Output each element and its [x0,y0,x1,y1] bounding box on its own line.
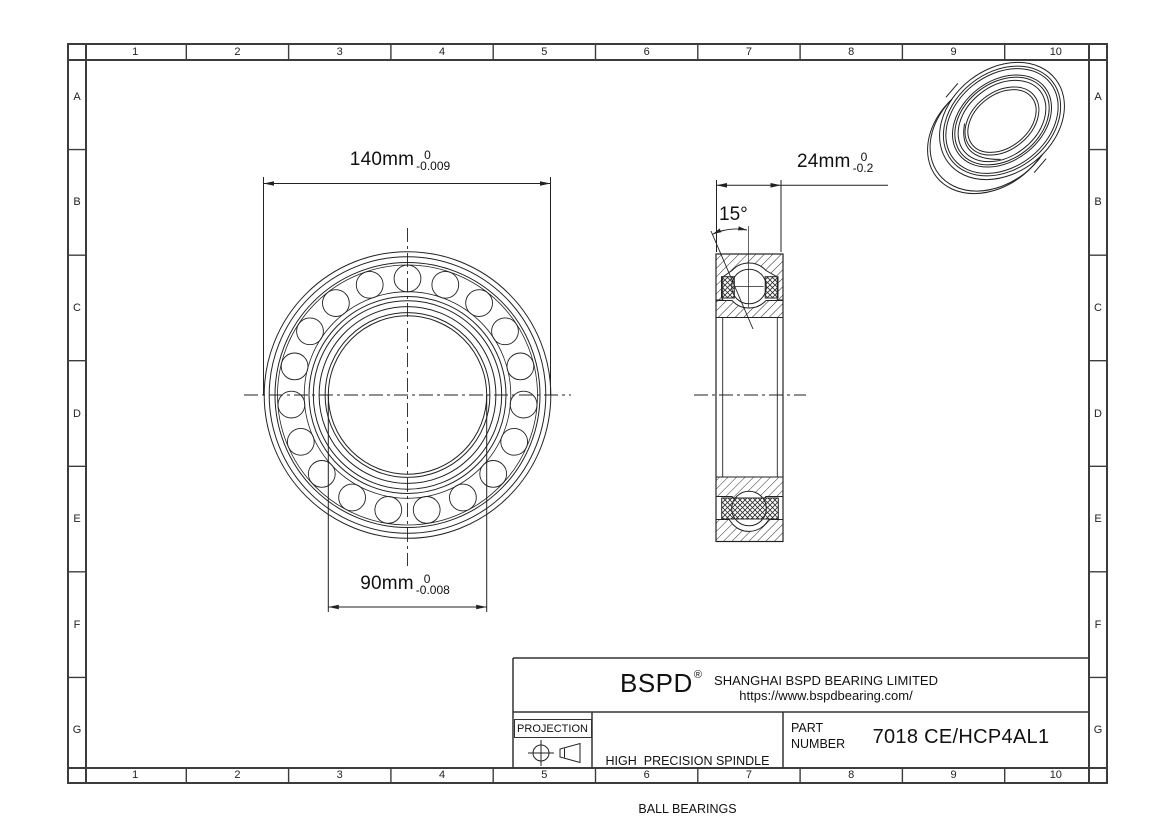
grid-row-label: D [1094,407,1102,420]
bore-dimension-value: 90mm [360,573,414,594]
logo-text: BSPD [620,668,693,698]
od-dimension-tolerance: 0 -0.009 [416,148,451,173]
contact-angle-text: 15° [719,204,748,225]
width-dimension-tolerance: 0 -0.2 [852,150,874,175]
grid-columns-top [84,44,1107,60]
grid-rows-left [68,44,86,783]
company-name: SHANGHAI BSPD BEARING LIMITED [714,673,938,688]
part-number-value: 7018 CE/HCP4AL1 [872,726,1050,748]
grid-column-label: 10 [1049,769,1062,781]
grid-row-label: F [73,618,81,631]
od-dimension-value: 140mm [349,149,415,170]
grid-column-label: 3 [336,46,343,58]
grid-column-label: 5 [541,46,548,58]
projection-symbol [528,740,580,766]
cage-section-right [765,277,778,298]
grid-row-label: G [72,724,82,737]
front-view [244,177,571,612]
grid-row-label: G [1093,724,1103,737]
company-info [700,673,952,703]
grid-column-label: 10 [1049,46,1062,58]
isometric-view [904,38,1087,218]
od-dimension-text [320,149,480,172]
grid-column-label: 1 [132,769,139,781]
grid-column-label: 3 [336,769,343,781]
grid-column-label: 6 [643,46,650,58]
grid-column-label: 4 [438,46,446,58]
grid-column-label: 5 [541,769,548,781]
grid-row-label: B [1094,196,1102,209]
bore-dimension-tolerance: 0 -0.008 [415,572,450,597]
grid-row-label: B [73,196,81,209]
grid-row-label: A [1094,90,1102,103]
grid-column-label: 7 [745,46,752,58]
front-view-centerlines [244,228,571,566]
part-number-label: PART NUMBER [791,721,846,751]
product-description: HIGH PRECISION SPINDLE BALL BEARINGS [605,754,770,816]
grid-row-label: A [73,90,81,103]
company-logo [620,670,702,696]
grid-column-label: 4 [438,769,446,781]
grid-rows-right [1089,44,1107,783]
grid-row-label: F [1094,618,1102,631]
cage-web-section [722,498,779,519]
grid-row-label: E [73,513,81,526]
grid-column-label: 2 [234,769,241,781]
bore-dimension-text [325,573,485,596]
grid-row-label: C [73,301,81,314]
grid-column-label: 9 [950,769,957,781]
grid-column-label: 2 [234,46,241,58]
grid-column-label: 8 [848,46,855,58]
grid-column-label: 7 [745,769,752,781]
grid-row-label: E [1094,513,1102,526]
company-website: https://www.bspdbearing.com/ [739,688,913,703]
grid-row-label: C [1094,301,1102,314]
grid-column-label: 9 [950,46,957,58]
grid-column-label: 6 [643,769,650,781]
width-dimension-text [797,151,873,174]
registered-mark: ® [693,669,702,681]
projection-label-box [514,719,592,738]
projection-label: PROJECTION [517,722,588,735]
section-view [694,180,888,542]
grid-column-label: 8 [848,769,855,781]
width-dimension-value: 24mm [797,151,851,172]
grid-row-label: D [73,407,81,420]
grid-column-label: 1 [132,46,139,58]
